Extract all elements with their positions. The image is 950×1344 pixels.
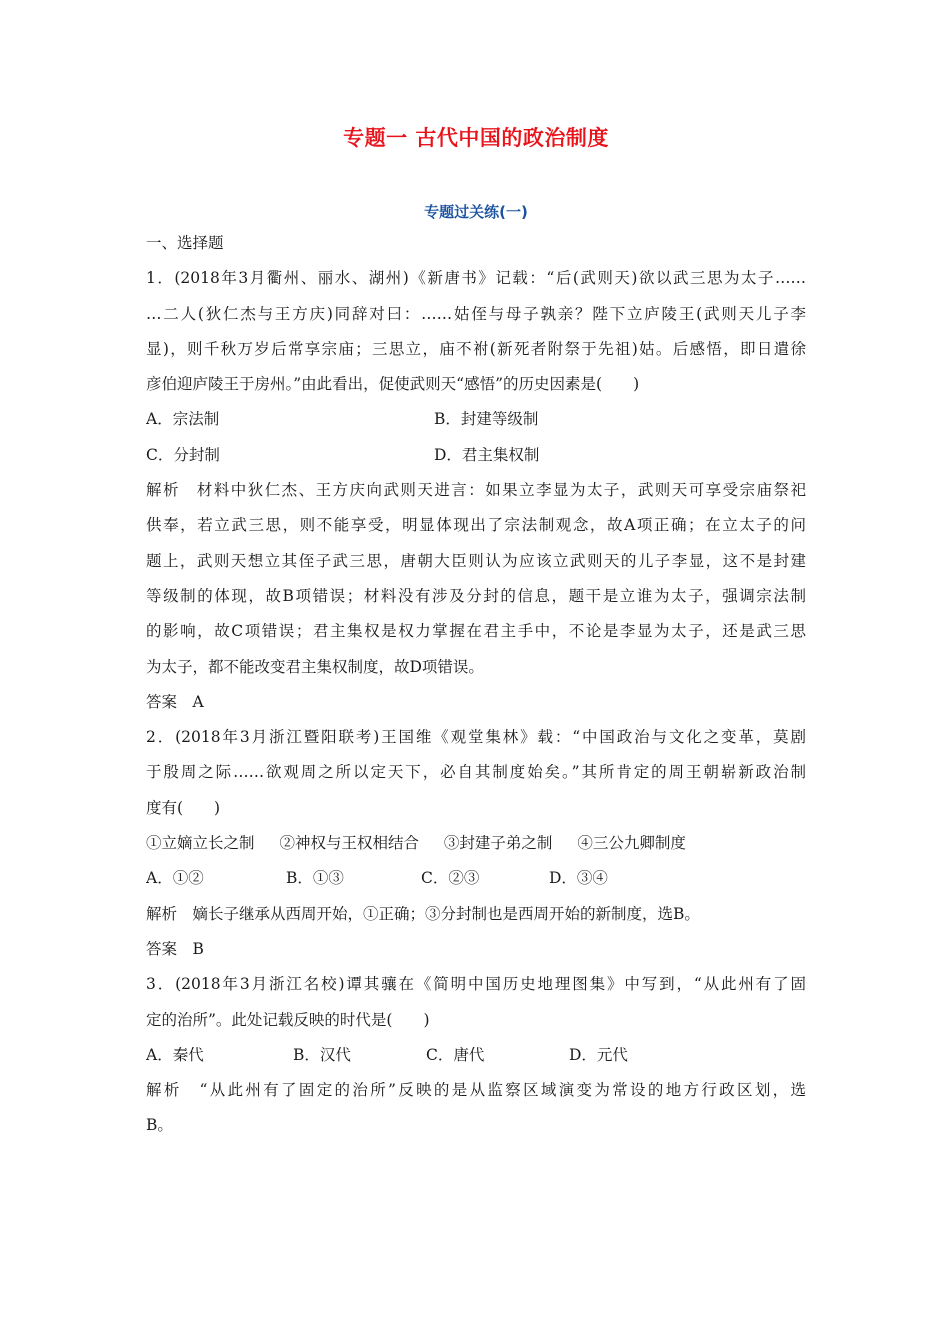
option-d: D．君主集权制 bbox=[434, 445, 540, 464]
option-a: A．秦代 bbox=[146, 1045, 204, 1064]
option-c: C．分封制 bbox=[146, 445, 220, 464]
analysis-line: 等级制的体现，故B项错误；材料没有涉及分封的信息，题干是立谁为太子，强调宗法制 bbox=[146, 586, 806, 605]
page-subtitle: 专题过关练(一) bbox=[424, 203, 528, 221]
page-title: 专题一 古代中国的政治制度 bbox=[343, 126, 609, 150]
question-1-line: 显)，则千秋万岁后常享宗庙；三思立，庙不祔(新死者附祭于先祖)姑。后感悟，即日遣徐 bbox=[146, 339, 806, 358]
question-1-line: 1．(2018年3月衢州、丽水、湖州)《新唐书》记载：“后(武则天)欲以武三思为太子…… bbox=[146, 269, 806, 288]
question-3-options-row bbox=[146, 1038, 806, 1073]
option-b: B．汉代 bbox=[293, 1045, 351, 1064]
option-d: D．元代 bbox=[569, 1045, 628, 1064]
choice-item: ①立嫡立长之制 bbox=[146, 834, 255, 853]
option-c: C．②③ bbox=[421, 869, 480, 888]
answer: 答案 B bbox=[146, 939, 204, 958]
choice-item: ④三公九卿制度 bbox=[577, 834, 686, 853]
option-a: A．①② bbox=[146, 869, 204, 888]
analysis-line: 的影响，故C项错误；君主集权是权力掌握在君主手中，不论是李显为太子，还是武三思 bbox=[146, 622, 806, 641]
analysis-line: 解析 材料中狄仁杰、王方庆向武则天进言：如果立李显为太子，武则天可享受宗庙祭祀 bbox=[146, 481, 806, 500]
option-b: B．①③ bbox=[286, 869, 344, 888]
question-2-line: 于殷周之际……欲观周之所以定天下，必自其制度始矣。”其所肯定的周王朝崭新政治制 bbox=[146, 763, 806, 782]
analysis-line: 题上，武则天想立其侄子武三思，唐朝大臣则认为应该立武则天的儿子李显，这不是封建 bbox=[146, 551, 806, 570]
question-1-line: 彦伯迎庐陵王于房州。”由此看出，促使武则天“感悟”的历史因素是( ) bbox=[146, 375, 640, 394]
question-3 bbox=[146, 967, 806, 1143]
option-d: D．③④ bbox=[549, 869, 608, 888]
question-2-line: 度有( ) bbox=[146, 798, 221, 817]
section-heading: 一、选择题 bbox=[146, 234, 224, 252]
question-1-options-row bbox=[146, 402, 806, 437]
analysis-line: B。 bbox=[146, 1116, 173, 1135]
choice-item: ③封建子弟之制 bbox=[443, 834, 553, 853]
question-1 bbox=[146, 261, 806, 720]
answer: 答案 A bbox=[146, 692, 204, 711]
option-c: C．唐代 bbox=[426, 1045, 485, 1064]
question-2-items bbox=[146, 826, 806, 861]
analysis-line: 为太子，都不能改变君主集权制度，故D项错误。 bbox=[146, 657, 484, 676]
analysis-line: 解析 “从此州有了固定的治所”反映的是从监察区域演变为常设的地方行政区划，选 bbox=[146, 1081, 806, 1100]
analysis-line: 解析 嫡长子继承从西周开始，①正确；③分封制也是西周开始的新制度，选B。 bbox=[146, 904, 700, 923]
question-1-line: …二人(狄仁杰与王方庆)同辞对曰：……姑侄与母子孰亲？陛下立庐陵王(武则天儿子李 bbox=[146, 304, 806, 323]
question-3-line: 3．(2018年3月浙江名校)谭其骧在《简明中国历史地理图集》中写到，“从此州有了固 bbox=[146, 975, 806, 994]
question-2-options-row bbox=[146, 861, 806, 896]
question-2-line: 2．(2018年3月浙江暨阳联考)王国维《观堂集林》载：“中国政治与文化之变革，莫剧 bbox=[146, 728, 806, 747]
option-a: A．宗法制 bbox=[146, 410, 220, 429]
question-1-options-row bbox=[146, 438, 806, 473]
question-3-line: 定的治所”。此处记载反映的时代是( ) bbox=[146, 1010, 430, 1029]
document-body bbox=[146, 226, 806, 1144]
question-2 bbox=[146, 720, 806, 967]
analysis-line: 供奉，若立武三思，则不能享受，明显体现出了宗法制观念，故A项正确；在立太子的问 bbox=[146, 516, 806, 535]
option-b: B．封建等级制 bbox=[434, 410, 539, 429]
choice-item: ②神权与王权相结合 bbox=[279, 834, 419, 853]
